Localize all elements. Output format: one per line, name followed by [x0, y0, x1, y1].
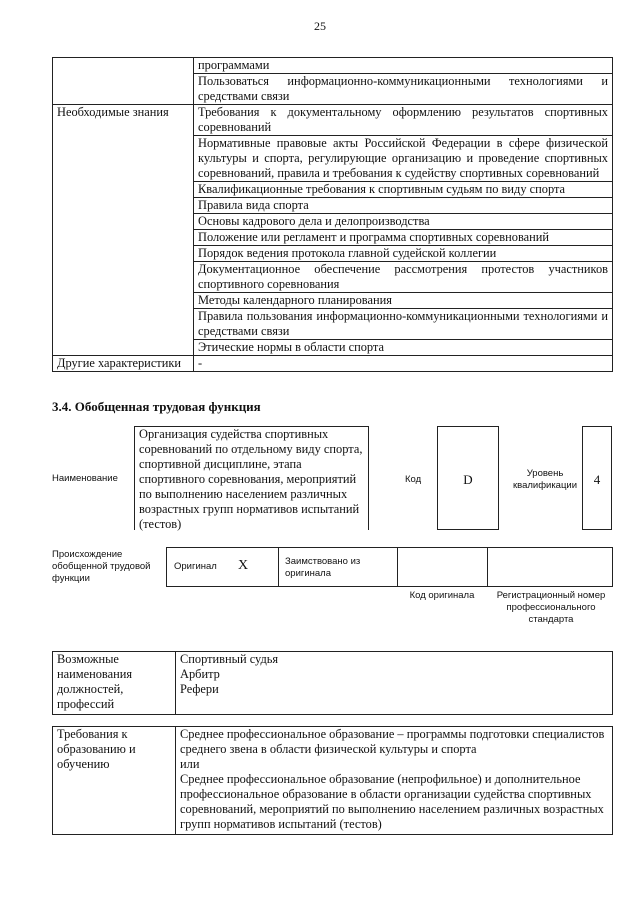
list-item: или — [180, 757, 200, 771]
code-original-label: Код оригинала — [409, 590, 475, 601]
list-item: - — [194, 356, 613, 372]
code-value: D — [463, 472, 473, 487]
education-table — [52, 726, 613, 835]
name-value: Организация судейства спортивных соревнований по отдельному виду спорта, спортивной дисциплине, этапа спортивного соревнования, мероприятий по выполнению населением различных возрастных групп нормативов испытаний (тестов) — [139, 427, 363, 531]
list-item: Нормативные правовые акты Российской Федерации в сфере физической культуры и спорта, регулирующие организацию и проведение спортивных соревнований, правила и требования к судейству спортивных соревнований — [194, 136, 613, 182]
education-label: Требования к образованию и обучению — [53, 727, 176, 835]
original-mark: X — [238, 558, 249, 573]
list-item: программами — [194, 58, 613, 74]
list-item: Методы календарного планирования — [194, 293, 613, 309]
row-label: Необходимые знания — [53, 105, 194, 356]
positions-label: Возможные наименования должностей, профессий — [53, 652, 176, 715]
name-label: Наименование — [52, 473, 118, 484]
level-value: 4 — [593, 472, 601, 487]
list-item: Требования к документальному оформлению результатов спортивных соревнований — [194, 105, 613, 136]
table-row — [53, 105, 613, 136]
code-label: Код — [405, 474, 422, 485]
origin-label: Происхождение обобщенной трудовой функции — [52, 549, 151, 584]
table-row — [53, 727, 613, 835]
list-item: Среднее профессиональное образование (непрофильное) и дополнительное профессиональное образование в области организации судейства спортивных соревнований, мероприятий по выполнению населением различных возрастных групп нормативов испытаний (тестов) — [180, 772, 604, 831]
borrowed-label: Заимствовано из оригинала — [285, 556, 361, 579]
list-item: Пользоваться информационно-коммуникационными технологиями и средствами связи — [194, 74, 613, 105]
table-row — [53, 652, 613, 715]
row-label — [53, 58, 194, 105]
list-item: Основы кадрового дела и делопроизводства — [194, 214, 613, 230]
list-item: Рефери — [180, 682, 219, 696]
list-item: Среднее профессиональное образование – программы подготовки специалистов среднего звена в области физической культуры и спорта — [180, 727, 605, 756]
education-values — [176, 727, 613, 835]
original-label: Оригинал — [174, 561, 217, 572]
positions-table — [52, 651, 613, 715]
list-item: Документационное обеспечение рассмотрения протестов участников спортивного соревнования — [194, 262, 613, 293]
list-item: Арбитр — [180, 667, 220, 681]
reg-number-label: Регистрационный номер профессионального стандарта — [496, 590, 606, 625]
list-item: Положение или регламент и программа спортивных соревнований — [194, 230, 613, 246]
list-item: Порядок ведения протокола главной судейской коллегии — [194, 246, 613, 262]
row-label: Другие характеристики — [53, 356, 194, 372]
list-item: Правила вида спорта — [194, 198, 613, 214]
level-label: Уровень квалификации — [512, 468, 578, 491]
table-row — [53, 58, 613, 74]
list-item: Спортивный судья — [180, 652, 279, 666]
list-item: Квалификационные требования к спортивным судьям по виду спорта — [194, 182, 613, 198]
page-number: 25 — [314, 19, 326, 33]
positions-values — [176, 652, 613, 715]
table-row — [53, 356, 613, 372]
list-item: Правила пользования информационно-коммуникационными технологиями и средствами связи — [194, 309, 613, 340]
list-item: Этические нормы в области спорта — [194, 340, 613, 356]
knowledge-table — [52, 57, 613, 372]
section-title: 3.4. Обобщенная трудовая функция — [52, 399, 261, 414]
